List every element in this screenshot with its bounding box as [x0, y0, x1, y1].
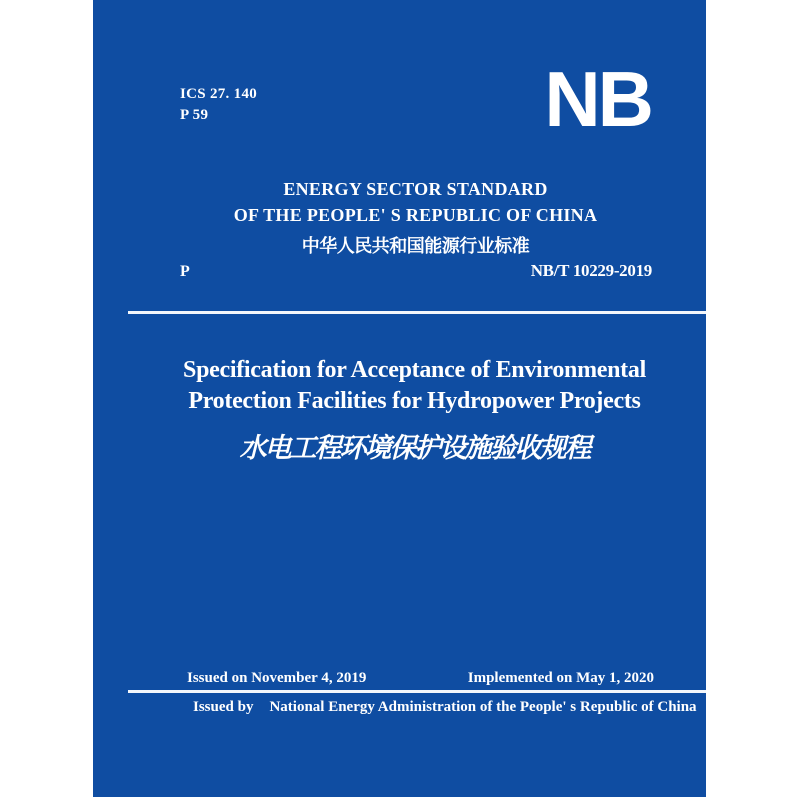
- issued-by-value: National Energy Administration of the People' s Republic of China: [269, 699, 697, 715]
- ics-code: ICS 27. 140: [180, 86, 258, 102]
- dates-row: [187, 670, 654, 687]
- ics-classification-block: [180, 84, 257, 126]
- standard-name-zh: 中华人民共和国能源行业标准: [301, 236, 530, 256]
- title-block: [93, 355, 706, 465]
- nb-logo: NB: [544, 55, 651, 143]
- title-en-line2: Protection Facilities for Hydropower Projects: [188, 388, 641, 414]
- issued-on-date: Issued on November 4, 2019: [187, 670, 367, 686]
- codes-row: [180, 261, 652, 281]
- implemented-on-date: Implemented on May 1, 2020: [467, 670, 654, 686]
- title-en-line1: Specification for Acceptance of Environmental: [183, 357, 646, 383]
- bottom-divider-line: [128, 690, 706, 693]
- standard-name-en-line2: OF THE PEOPLE' S REPUBLIC OF CHINA: [233, 205, 598, 225]
- standard-number: NB/T 10229-2019: [530, 261, 652, 280]
- issued-by-row: [193, 699, 697, 716]
- issued-by-label: Issued by: [193, 699, 254, 715]
- cover-panel: [93, 0, 706, 797]
- classification-code: P 59: [180, 107, 209, 123]
- doc-class-code: P: [180, 263, 190, 280]
- title-zh: 水电工程环境保护设施验收规程: [239, 433, 590, 463]
- top-divider-line: [128, 311, 706, 314]
- standard-name-en-line1: ENERGY SECTOR STANDARD: [283, 179, 548, 199]
- standard-name-header: [93, 176, 706, 258]
